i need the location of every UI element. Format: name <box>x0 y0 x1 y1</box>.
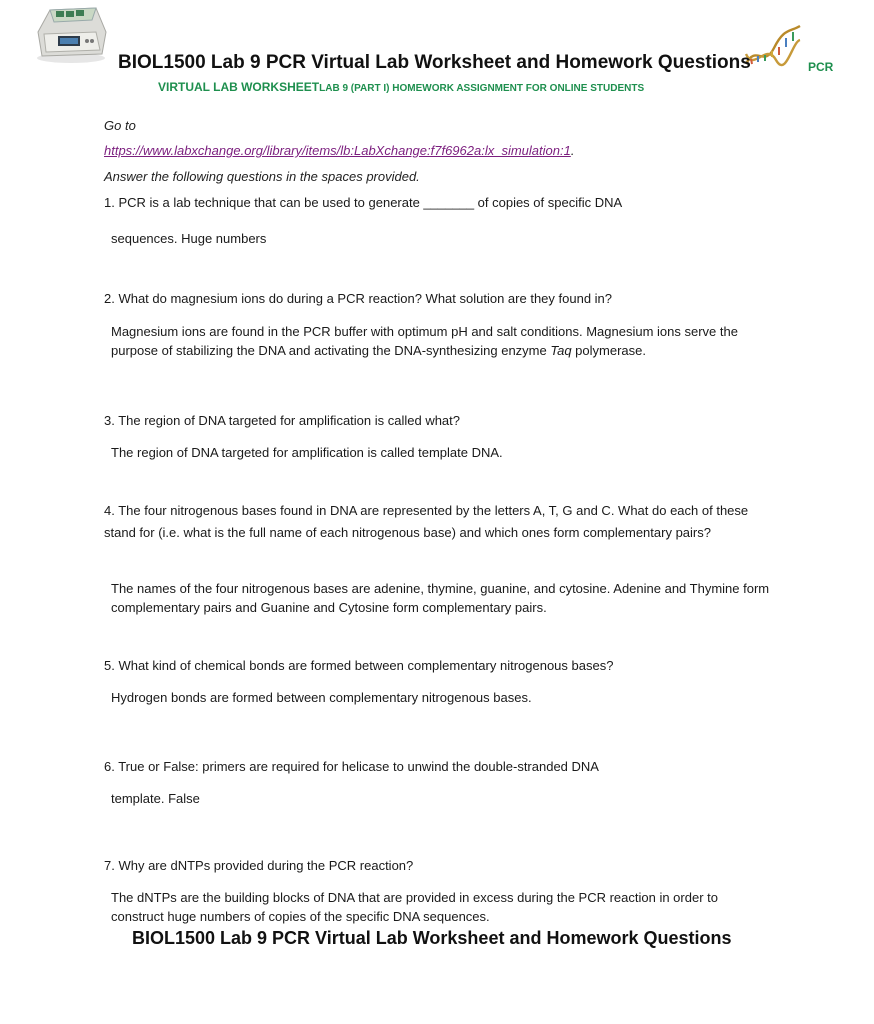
answer-4: The names of the four nitrogenous bases are adenine, thymine, guanine, and cytosine. Adenine and Thymine form complementary pairs and Guanine and Cytosine form complementary pairs. <box>111 581 770 615</box>
subtitle-main: VIRTUAL LAB WORKSHEET <box>158 80 320 94</box>
dna-helix-icon <box>742 20 804 74</box>
answer-2-italic: Taq <box>550 343 572 358</box>
answer-7: The dNTPs are the building blocks of DNA that are provided in excess during the PCR reaction in order to construct huge numbers of copies of the specific DNA sequences. <box>111 890 718 924</box>
answer-2-text: Magnesium ions are found in the PCR buffer with optimum pH and salt conditions. Magnesium ions serve the purpose of stabilizing the DNA and activating the DNA-synthesizing enzyme <box>111 324 738 358</box>
question-4: 4. The four nitrogenous bases found in DNA are represented by the letters A, T, G and C. What do each of these stand for (i.e. what is the full name of each nitrogenous base) and which ones form complementary pairs? <box>104 503 749 540</box>
pcr-corner-label: PCR <box>808 60 834 74</box>
simulation-link[interactable]: https://www.labxchange.org/library/items/lb:LabXchange:f7f6962a:lx_simulation:1 <box>104 143 571 158</box>
answer-6: template. False <box>111 791 200 806</box>
link-line <box>104 143 574 158</box>
answer-3: The region of DNA targeted for amplification is called template DNA. <box>111 445 503 460</box>
question-1: 1. PCR is a lab technique that can be used to generate _______ of copies of specific DNA <box>104 195 623 210</box>
footer-title: BIOL1500 Lab 9 PCR Virtual Lab Worksheet and Homework Questions <box>132 928 732 948</box>
pcr-machine-icon <box>30 2 112 66</box>
answer-5: Hydrogen bonds are formed between complementary nitrogenous bases. <box>111 690 532 705</box>
question-6: 6. True or False: primers are required for helicase to unwind the double-stranded DNA <box>104 759 599 774</box>
question-5: 5. What kind of chemical bonds are formed between complementary nitrogenous bases? <box>104 658 614 673</box>
question-2: 2. What do magnesium ions do during a PCR reaction? What solution are they found in? <box>104 291 613 306</box>
question-3: 3. The region of DNA targeted for amplification is called what? <box>104 413 461 428</box>
page-subtitle <box>158 80 644 94</box>
question-7: 7. Why are dNTPs provided during the PCR reaction? <box>104 858 414 873</box>
answer-2 <box>111 322 771 360</box>
subtitle-rest: HOMEWORK ASSIGNMENT FOR ONLINE STUDENTS <box>392 83 645 94</box>
link-suffix: . <box>570 143 575 158</box>
answer-2-end: polymerase. <box>571 343 646 358</box>
page-title: BIOL1500 Lab 9 PCR Virtual Lab Worksheet and Homework Questions <box>118 52 751 73</box>
goto-text: Go to <box>104 118 136 133</box>
subtitle-lab: LAB 9 (PART I) <box>319 83 393 94</box>
answer-1: sequences. Huge numbers <box>111 231 267 246</box>
instructions-text: Answer the following questions in the spaces provided. <box>104 169 420 184</box>
